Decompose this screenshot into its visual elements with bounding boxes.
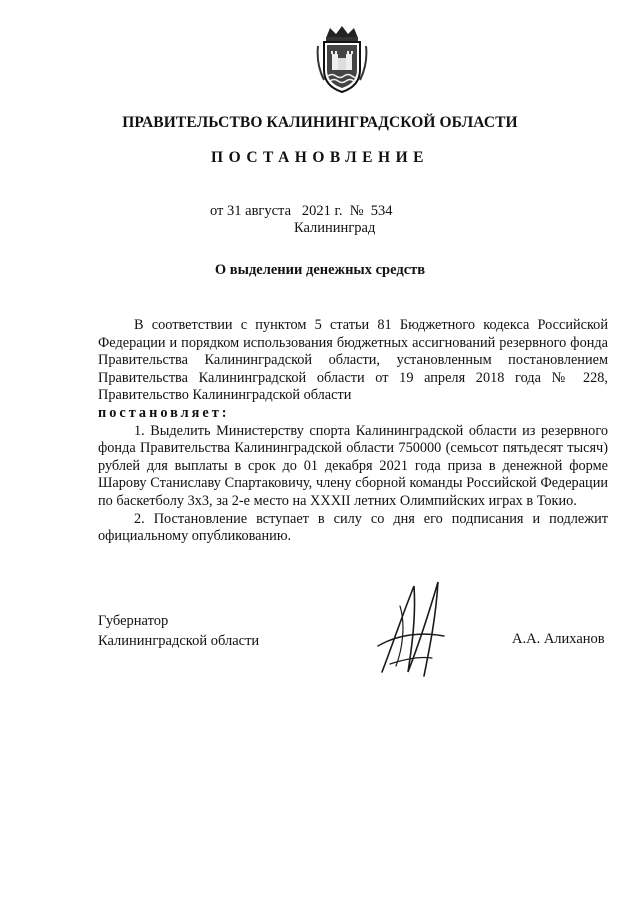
date-number-line: [210, 203, 393, 220]
document-number: 534: [370, 203, 393, 219]
resolves-colon: :: [221, 404, 227, 421]
coat-of-arms-icon: [316, 24, 368, 94]
document-type: ПОСТАНОВЛЕНИЕ: [211, 149, 429, 166]
signatory-position: [98, 611, 259, 651]
resolves-word: постановляет: [98, 404, 222, 421]
document-body: [98, 317, 608, 546]
intro-paragraph: В соответствии с пунктом 5 статьи 81 Бюджетного кодекса Российской Федерации и порядком использования бюджетных ассигнований резервного фонда Правительства Калининградской области, установленным постановлением Правительства Калининградской области от 19 апреля 2018 года № 228, Правительство Калининградской области: [98, 317, 608, 404]
document-city: Калининград: [294, 220, 376, 236]
resolves-line: [98, 405, 608, 423]
document-year: 2021 г.: [301, 203, 343, 219]
number-label: №: [349, 203, 364, 219]
handwritten-signature: [372, 576, 448, 680]
item-1-paragraph: 1. Выделить Министерству спорта Калининградской области из резервного фонда Правительства Калининградской области 750000 (семьсот пятьдесят тысяч) рублей для выплаты в срок до 01 декабря 2021 года приза в денежной форме Шарову Станиславу Спартаковичу, члену сборной команды Российской Федерации по баскетболу 3x3, за 2-е место на XXXII летних Олимпийских играх в Токио.: [98, 422, 608, 509]
position-line-1: Губернатор: [98, 613, 169, 629]
position-line-2: Калининградской области: [98, 633, 260, 649]
government-title: ПРАВИТЕЛЬСТВО КАЛИНИНГРАДСКОЙ ОБЛАСТИ: [122, 114, 518, 131]
document-date: от 31 августа: [210, 203, 292, 219]
signatory-name: А.А. Алиханов: [512, 631, 605, 647]
document-subject: О выделении денежных средств: [214, 262, 426, 278]
item-2-paragraph: 2. Постановление вступает в силу со дня его подписания и подлежит официальному опубликованию.: [98, 510, 608, 545]
